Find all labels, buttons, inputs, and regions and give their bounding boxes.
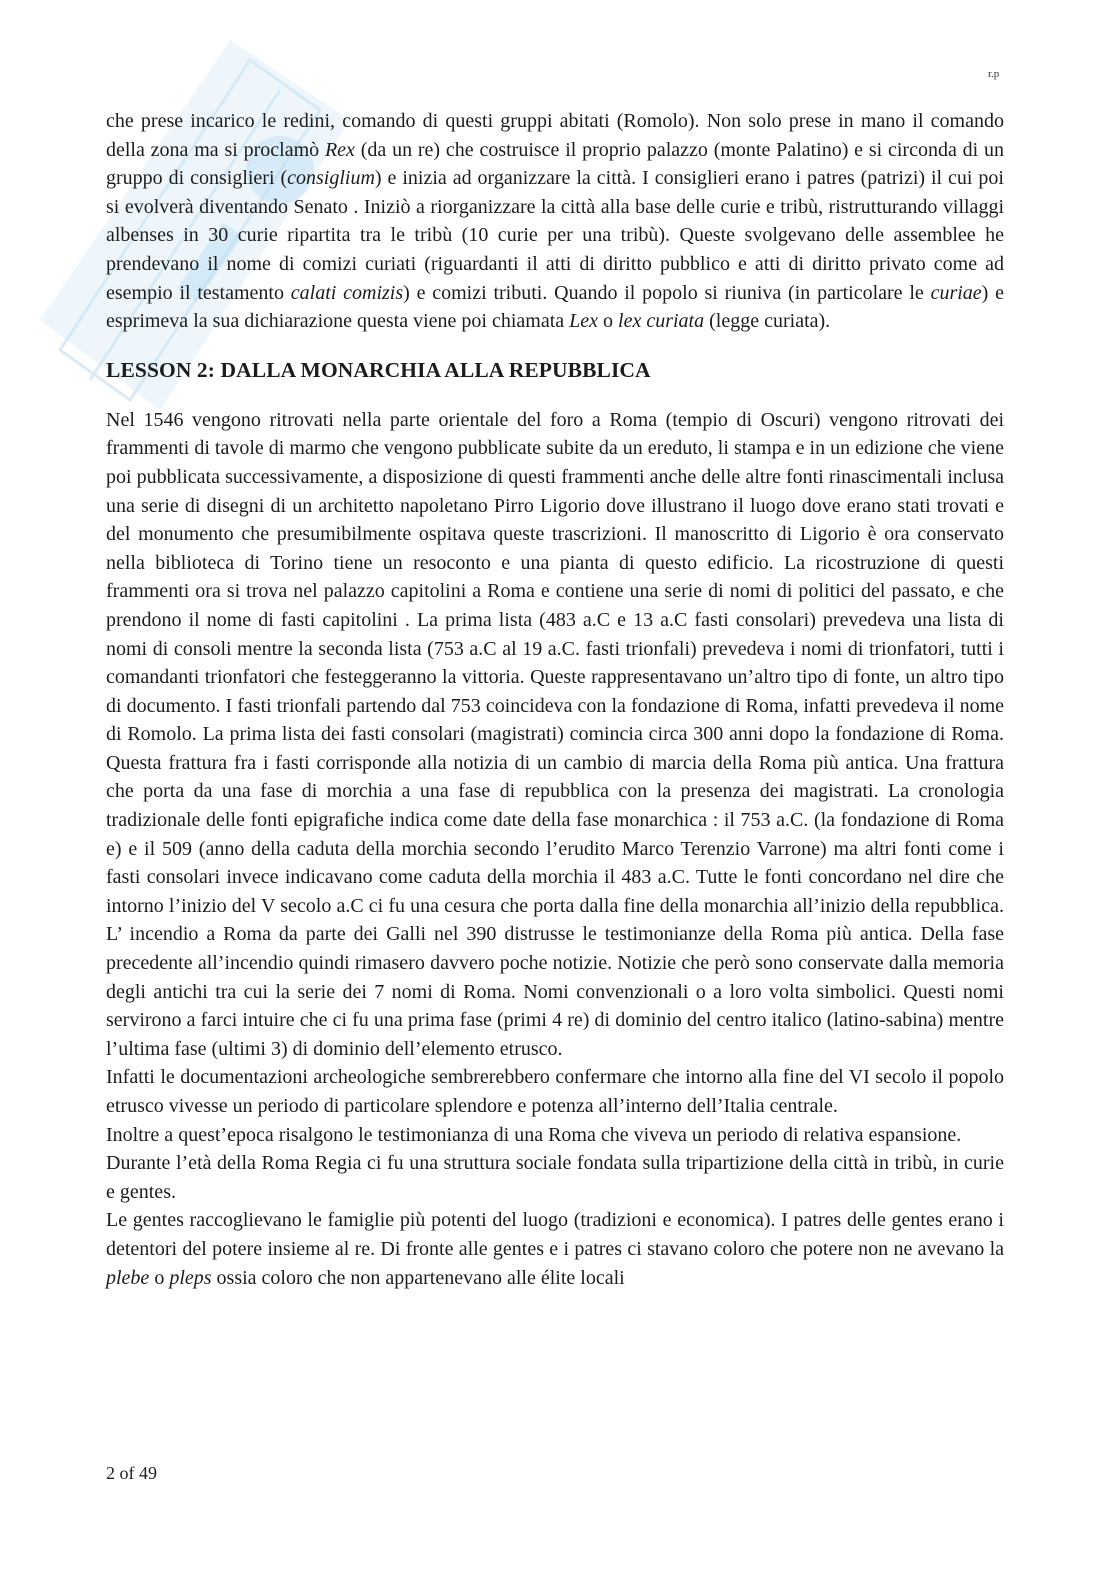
italic-term: lex curiata [618, 310, 705, 333]
text-run: (da un re) che costruisce il proprio palazzo (monte Palatino) e si circonda di un gruppo di consiglieri ( [106, 138, 1004, 190]
paragraph-4: Inoltre a quest’epoca risalgono le testimonianza di una Roma che viveva un periodo di relativa espansione. [106, 1123, 962, 1146]
text-run: ossia coloro che non appartenevano alle élite locali [211, 1266, 625, 1289]
italic-term: curiae [930, 281, 982, 304]
text-run: che prese incarico le redini, comando di questi gruppi abitati (Romolo). Non solo prese in mano il comando della zona ma si proclamò [106, 110, 1004, 161]
header-mark: r.p [988, 68, 1000, 80]
text-run: ) e esprimeva la sua dichiarazione questa viene poi chiamata [106, 281, 1004, 333]
page-number: 2 of 49 [106, 1463, 157, 1483]
italic-term: Rex [324, 138, 355, 161]
section-heading: LESSON 2: DALLA MONARCHIA ALLA REPUBBLICA [106, 357, 651, 382]
paragraph-3: Infatti le documentazioni archeologiche sembrerebbero confermare che intorno alla fine del VI secolo il popolo etrusco vivesse un periodo di particolare splendore e potenza all’interno dell’Italia centrale. [106, 1066, 1004, 1117]
paragraph-6 [106, 1206, 1004, 1292]
page-content [106, 107, 1004, 1292]
italic-term: plebe [106, 1266, 150, 1289]
italic-term: consiglium [287, 167, 375, 190]
paragraph-5: Durante l’età della Roma Regia ci fu una struttura sociale fondata sulla tripartizione della città in tribù, in curie e gentes. [106, 1152, 1004, 1203]
paragraph-2: Nel 1546 vengono ritrovati nella parte orientale del foro a Roma (tempio di Oscuri) vengono ritrovati dei frammenti di tavole di marmo che vengono pubblicate subite da un ereduto, li stampa e in un edizione che viene poi pubblicata successivamente, a disposizione di questi frammenti anche delle altre fonti rinascimentali inclusa una serie di disegni di un architetto napoletano Pirro Ligorio dove illustrano il luogo dove erano stati trovati e del monumento che presumibilmente ospitava queste trascrizioni. Il manoscritto di Ligorio è ora conservato nella biblioteca di Torino tiene un resoconto e una pianta di questo edificio. La ricostruzione di questi frammenti ora si trova nel palazzo capitolini a Roma e contiene una serie di nomi di politici del passato, e che prendono il nome di fasti capitolini . La prima lista (483 a.C e 13 a.C fasti consolari) prevedeva una lista di nomi di consoli mentre la seconda lista (753 a.C al 19 a.C. fasti trionfali) prevedeva i nomi di trionfatori, tutti i comandanti trionfatori che festeggeranno la vittoria. Queste rappresentavano un’altro tipo di fonte, un altro tipo di documento. I fasti trionfali partendo dal 753 coincideva con la fondazione di Roma, infatti prevedeva il nome di Romolo. La prima lista dei fasti consolari (magistrati) comincia circa 300 anni dopo la fondazione di Roma. Questa frattura fra i fasti corrisponde alla notizia di un cambio di marcia della Roma più antica. Una frattura che porta da una fase di morchia a una fase di repubblica con la presenza dei magistrati. La cronologia tradizionale delle fonti epigrafiche indica come date della fase monarchica : il 753 a.C. (la fondazione di Roma e) e il 509 (anno della caduta della morchia secondo l’erudito Marco Terenzio Varrone) ma altri fonti come i fasti consolari invece indicavano come caduta della morchia il 483 a.C. Tutte le fonti concordano nel dire che intorno l’inizio del V secolo a.C ci fu una cesura che porta dalla fine della monarchia all’inizio della repubblica. L’ incendio a Roma da parte dei Galli nel 390 distrusse le testimonianze della Roma più antica. Della fase precedente all’incendio quindi rimasero davvero poche notizie. Notizie che però sono conservate dalla memoria degli antichi tra cui la serie dei 7 nomi di Roma. Nomi convenzionali o a loro volta simbolici. Questi nomi servirono a farci intuire che ci fu una prima fase (primi 4 re) di dominio del centro italico (latino-sabina) mentre l’ultima fase (ultimi 3) di dominio dell’elemento etrusco. [106, 408, 1004, 1060]
italic-term: Lex [569, 310, 599, 333]
paragraph-1 [106, 107, 1004, 336]
text-run: ) e comizi tributi. Quando il popolo si riuniva (in particolare le [403, 281, 931, 304]
text-run: o [598, 310, 619, 333]
text-run: (legge curiata). [704, 310, 831, 333]
text-run: Le gentes raccoglievano le famiglie più potenti del luogo (tradizioni e economica). I patres delle gentes erano i detentori del potere insieme al re. Di fronte alle gentes e i patres ci stavano coloro che potere non ne avevano la [106, 1209, 1004, 1260]
text-run: ) e inizia ad organizzare la città. I consiglieri erano i patres (patrizi) il cui poi si evolverà diventando Senato . Iniziò a riorganizzare la città alla base delle curie e tribù, ristrutturando villaggi albenses in 30 curie ripartita tra le tribù (10 curie per una tribù). Queste svolgevano delle assemblee he prendevano il nome di comizi curiati (riguardanti il atti di diritto pubblico e atti di diritto privato come ad esempio il testamento [106, 167, 1004, 304]
italic-term: pleps [169, 1266, 212, 1289]
text-run: o [149, 1266, 170, 1289]
italic-term: calati comizis [290, 281, 404, 304]
